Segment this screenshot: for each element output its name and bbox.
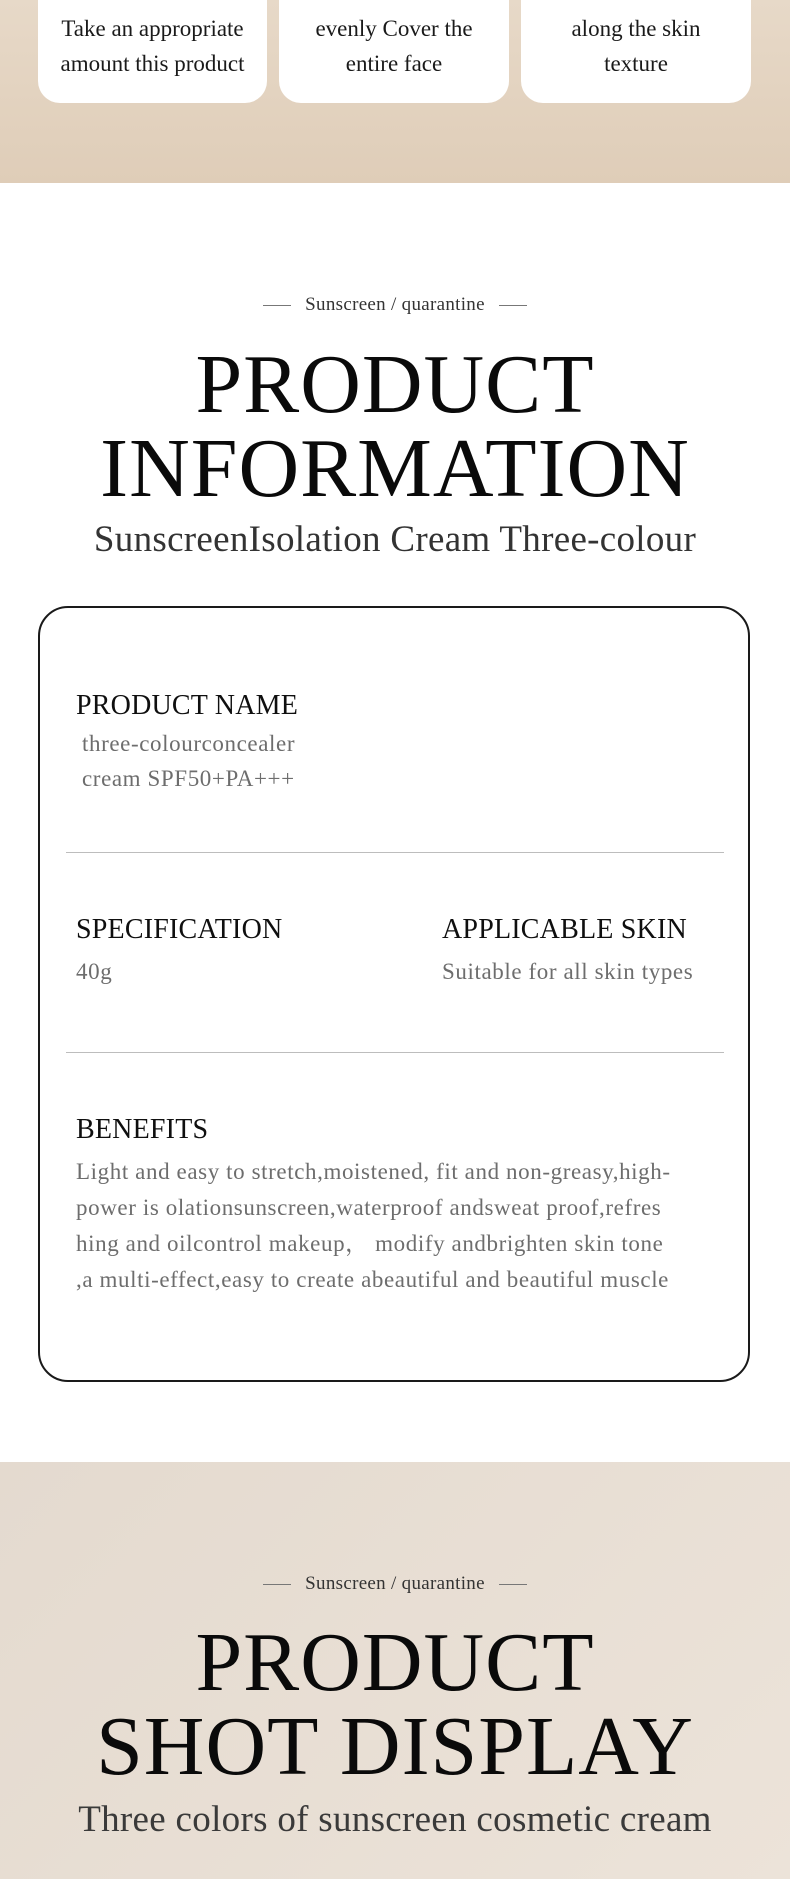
product-name-label: PRODUCT NAME: [76, 690, 299, 721]
benefits-line: power is olationsunscreen,waterproof andsweat proof,refres: [76, 1195, 662, 1220]
usage-step-text: along the skin texture: [571, 16, 701, 76]
usage-steps-band: [0, 0, 790, 183]
shot-subtitle: Three colors of sunscreen cosmetic cream: [78, 1799, 712, 1840]
shot-title-line1: PRODUCT: [195, 1616, 595, 1709]
info-title-line2: INFORMATION: [100, 422, 690, 515]
kicker-rule-left: [263, 305, 291, 306]
shot-title-line2: SHOT DISPLAY: [96, 1700, 694, 1793]
info-title-line1: PRODUCT: [195, 338, 595, 431]
shot-kicker-text: Sunscreen / quarantine: [305, 1573, 485, 1594]
usage-step-text: Take an appropriate amount this product: [60, 16, 245, 76]
card-divider: [66, 852, 724, 853]
usage-step-text: evenly Cover the entire face: [315, 16, 473, 76]
specification-label: SPECIFICATION: [76, 914, 283, 945]
info-kicker-text: Sunscreen / quarantine: [305, 294, 485, 315]
usage-step-card: [279, 0, 509, 103]
applicable-skin-label: APPLICABLE SKIN: [442, 914, 687, 945]
product-info-card: [38, 606, 750, 1382]
benefits-line: hing and oilcontrol makeup， modify andbrighten skin tone: [76, 1231, 664, 1256]
kicker-rule-right: [499, 1584, 527, 1585]
info-subtitle: SunscreenIsolation Cream Three-colour: [93, 519, 697, 560]
usage-step-card: [38, 0, 267, 103]
benefits-line: ,a multi-effect,easy to create abeautiful and beautiful muscle: [76, 1267, 669, 1292]
product-name-value-line1: three-colourconcealer: [82, 731, 296, 756]
shot-kicker: [0, 1573, 790, 1595]
benefits-line: Light and easy to stretch,moistened, fit and non-greasy,high-: [76, 1159, 671, 1184]
info-kicker: [0, 294, 790, 316]
kicker-rule-right: [499, 305, 527, 306]
applicable-skin-value: Suitable for all skin types: [442, 959, 694, 984]
specification-value: 40g: [76, 959, 113, 984]
benefits-label: BENEFITS: [76, 1114, 209, 1145]
card-divider: [66, 1052, 724, 1053]
product-name-value-line2: cream SPF50+PA+++: [82, 766, 295, 791]
usage-step-card: [521, 0, 751, 103]
kicker-rule-left: [263, 1584, 291, 1585]
